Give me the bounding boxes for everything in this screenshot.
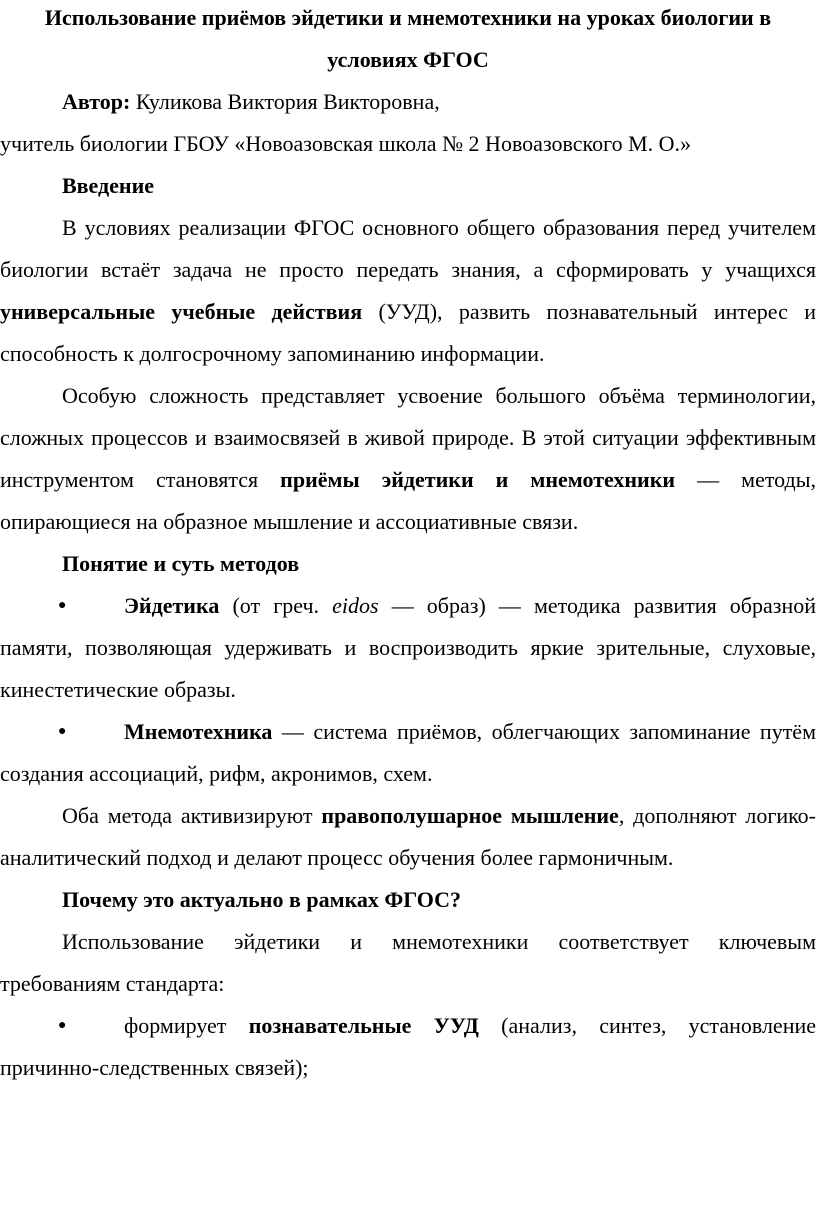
document-title: Использование приёмов эйдетики и мнемотехники на уроках биологии в условиях ФГОС [44,5,772,72]
author-line [0,81,816,123]
bold-text: приёмы эйдетики и мнемотехники [280,467,676,492]
heading-text: Понятие и суть методов [62,551,300,576]
bullet-cognitive [0,1005,816,1089]
paragraph-4: Использование эйдетики и мнемотехники соответствует ключевым требованиям стандарта: [0,929,816,996]
text: (от греч. [219,593,333,618]
bold-text: познавательные УУД [248,1013,479,1038]
text: — образ) — методика развития образной памяти, позволяющая удерживать и воспроизводить яркие зрительные, слуховые, кинестетические образы. [0,593,816,702]
heading-intro [0,165,816,207]
bold-text: правополушарное мышление [321,803,619,828]
bullet-mnemonics [0,711,816,795]
text: В условиях реализации ФГОС основного общего образования перед учителем биологии встаёт задача не просто передать знания, а сформировать у учащихся [0,215,816,282]
bold-text: Мнемотехника [124,719,273,744]
bullet-icon: ● [58,1018,67,1033]
heading-text: Введение [62,173,155,198]
heading-why [0,879,816,921]
text: Оба метода активизируют [62,803,322,828]
text: (анализ, синтез, установление причинно-следственных связей); [0,1013,816,1080]
bullet-eidetics [0,585,816,711]
author-label: Автор: [62,89,131,114]
bullet-icon: ● [58,598,67,613]
text: Особую сложность представляет усвоение большого объёма терминологии, сложных процессов и взаимосвязей в живой природе. В этой ситуации эффективным инструментом становятся [0,383,816,492]
heading-concept [0,543,816,585]
text: формирует [124,1013,249,1038]
text: — методы, опирающиеся на образное мышление и ассоциативные связи. [0,467,816,534]
text: (УУД), развить познавательный интерес и способность к долгосрочному запоминанию информации. [0,299,816,366]
text: — система приёмов, облегчающих запоминание путём создания ассоциаций, рифм, акронимов, схем. [0,719,816,786]
author-name: Куликова Виктория Викторовна, [130,89,440,114]
paragraph-3 [0,795,816,879]
italic-text: eidos [332,593,379,618]
author-position: учитель биологии ГБОУ «Новоазовская школа № 2 Новоазовского М. О.» [0,131,692,156]
bold-text: Эйдетика [124,593,220,618]
bullet-icon: ● [58,724,67,739]
text: , дополняют логико-аналитический подход и делают процесс обучения более гармоничным. [0,803,816,870]
bold-text: универсальные учебные действия [0,299,363,324]
heading-text: Почему это актуально в рамках ФГОС? [62,887,462,912]
paragraph-2 [0,375,816,543]
paragraph-1 [0,207,816,375]
